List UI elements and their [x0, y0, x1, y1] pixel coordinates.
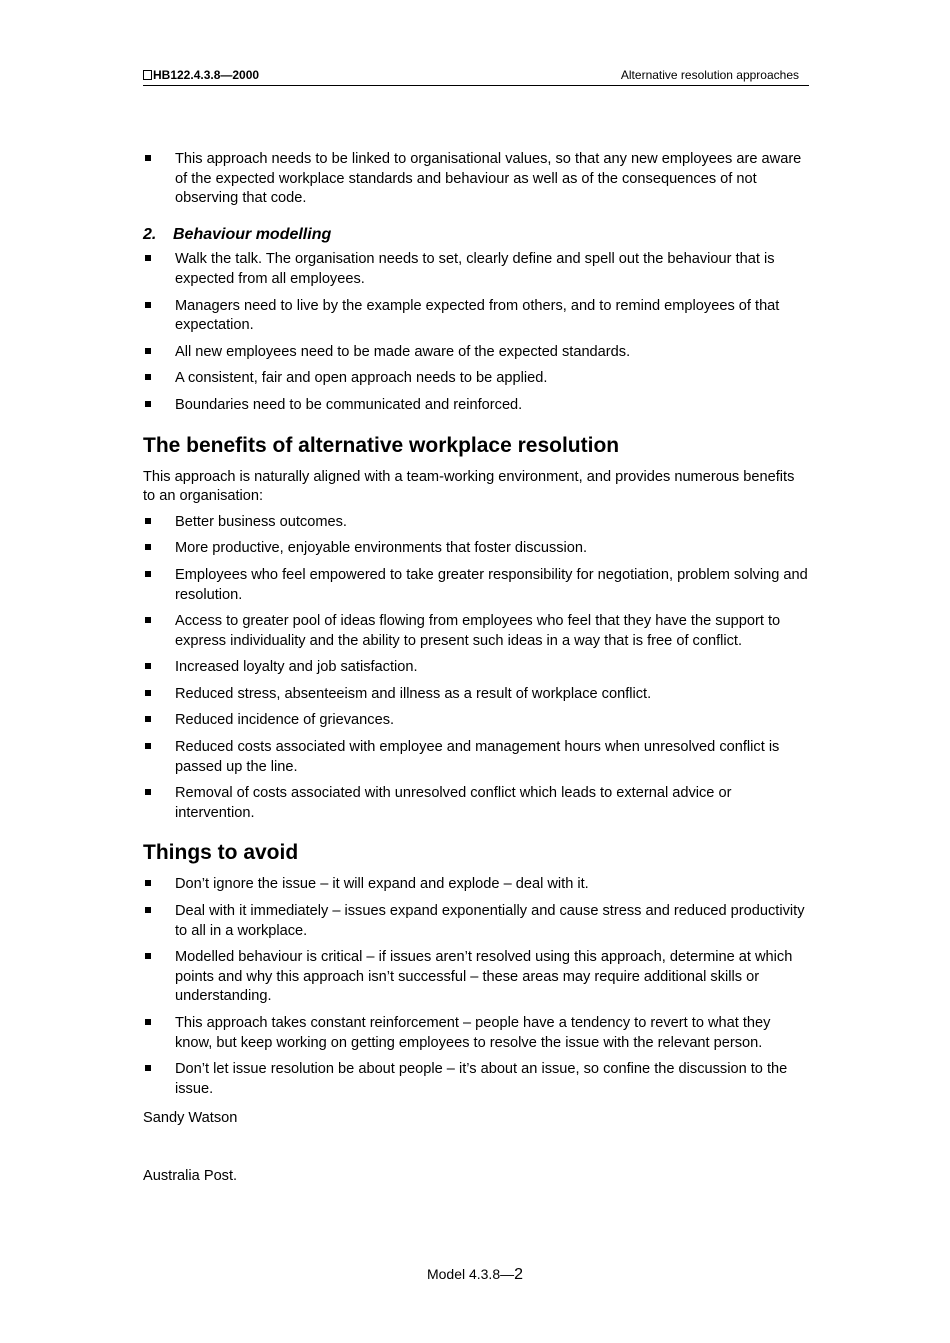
- subsection-heading: 2. Behaviour modelling: [143, 225, 332, 243]
- footer-model-label: Model 4.3.8—: [426, 1266, 515, 1282]
- square-bullet-icon: [145, 1019, 151, 1025]
- intro-bullet-list: [143, 150, 809, 209]
- list-item: All new employees need to be made aware of the expected standards.: [143, 343, 809, 363]
- page-body: [143, 150, 809, 1193]
- header-section-title: Alternative resolution approaches: [620, 68, 799, 82]
- list-item: Managers need to live by the example expected from others, and to remind employees of that expectation.: [143, 297, 809, 336]
- page-footer: [0, 1266, 950, 1284]
- list-item: Access to greater pool of ideas flowing from employees who feel that they have the support to express individuality and the ability to present such ideas in a way that is free of conflict.: [143, 612, 809, 651]
- list-item: This approach needs to be linked to organisational values, so that any new employees are aware of the expected workplace standards and behaviour as well as of the consequences of not observing that code.: [143, 150, 809, 209]
- square-bullet-icon: [145, 155, 151, 161]
- square-bullet-icon: [145, 255, 151, 261]
- square-bullet-icon: [145, 374, 151, 380]
- page-header: [143, 67, 809, 86]
- square-bullet-icon: [145, 663, 151, 669]
- things-to-avoid-heading: Things to avoid: [143, 841, 299, 865]
- list-item: Better business outcomes.: [143, 513, 809, 533]
- square-bullet-icon: [145, 348, 151, 354]
- list-item: Deal with it immediately – issues expand exponentially and cause stress and reduced productivity to all in a workplace.: [143, 902, 809, 941]
- list-item: Increased loyalty and job satisfaction.: [143, 658, 809, 678]
- square-bullet-icon: [145, 880, 151, 886]
- square-bullet-icon: [145, 518, 151, 524]
- square-bullet-icon: [145, 1065, 151, 1071]
- square-bullet-icon: [145, 716, 151, 722]
- benefits-heading: The benefits of alternative workplace resolution: [143, 433, 620, 457]
- list-item: A consistent, fair and open approach needs to be applied.: [143, 369, 809, 389]
- square-bullet-icon: [145, 690, 151, 696]
- list-item: Reduced costs associated with employee and management hours when unresolved conflict is passed up the line.: [143, 738, 809, 777]
- author-name: Sandy Watson: [143, 1110, 238, 1127]
- list-item: Don’t let issue resolution be about people – it’s about an issue, so confine the discussion to the issue.: [143, 1060, 809, 1099]
- square-bullet-icon: [145, 743, 151, 749]
- list-item: Employees who feel empowered to take greater responsibility for negotiation, problem solving and resolution.: [143, 566, 809, 605]
- square-bullet-icon: [145, 571, 151, 577]
- page-number: 2: [514, 1266, 524, 1283]
- behaviour-modelling-list: [143, 250, 809, 415]
- list-item: Walk the talk. The organisation needs to set, clearly define and spell out the behaviour that is expected from all employees.: [143, 250, 809, 289]
- benefits-list: [143, 513, 809, 824]
- square-bullet-icon: [145, 953, 151, 959]
- square-bullet-icon: [145, 544, 151, 550]
- list-item: Modelled behaviour is critical – if issues aren’t resolved using this approach, determine at which points and why this approach isn’t successful – these areas may require additional skills or understanding.: [143, 948, 809, 1007]
- checkbox-glyph-icon: [143, 70, 152, 80]
- list-item: More productive, enjoyable environments that foster discussion.: [143, 539, 809, 559]
- list-item: Reduced stress, absenteeism and illness as a result of workplace conflict.: [143, 685, 809, 705]
- list-item: Reduced incidence of grievances.: [143, 711, 809, 731]
- list-item: This approach takes constant reinforcement – people have a tendency to revert to what they know, but keep working on getting employees to resolve the issue with the relevant person.: [143, 1014, 809, 1053]
- benefits-intro: This approach is naturally aligned with a team-working environment, and provides numerous benefits to an organisation:: [143, 468, 795, 505]
- square-bullet-icon: [145, 302, 151, 308]
- list-item: Boundaries need to be communicated and reinforced.: [143, 396, 809, 416]
- list-item: Don’t ignore the issue – it will expand and explode – deal with it.: [143, 875, 809, 895]
- list-item: Removal of costs associated with unresolved conflict which leads to external advice or intervention.: [143, 784, 809, 823]
- header-document-code: HB122.4.3.8—2000: [143, 68, 259, 82]
- square-bullet-icon: [145, 401, 151, 407]
- things-to-avoid-list: [143, 875, 809, 1099]
- square-bullet-icon: [145, 617, 151, 623]
- author-organisation: Australia Post.: [143, 1167, 238, 1184]
- square-bullet-icon: [145, 789, 151, 795]
- square-bullet-icon: [145, 907, 151, 913]
